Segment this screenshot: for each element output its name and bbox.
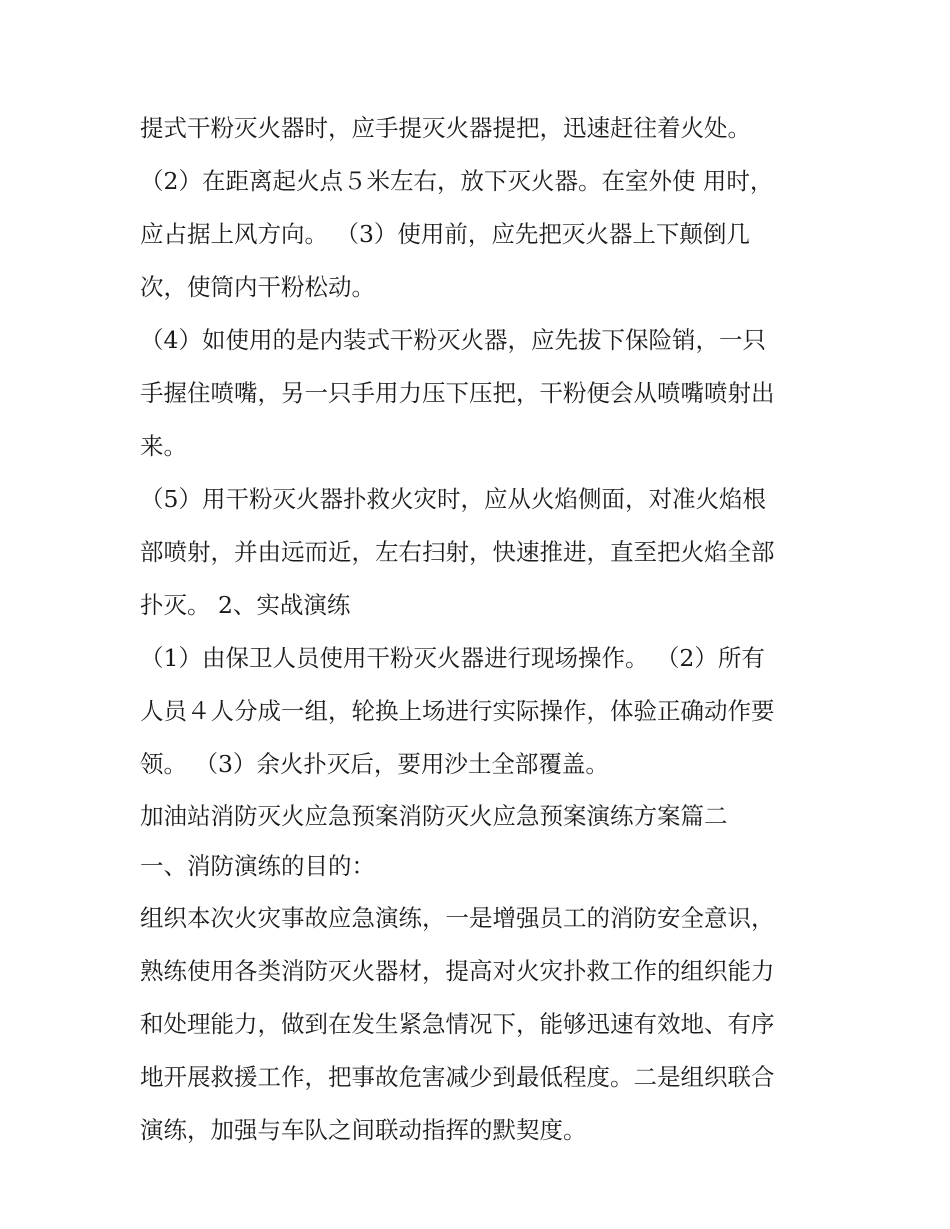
text-line-7: 来。 xyxy=(140,432,187,460)
text-line-8: （5）用干粉灭火器扑救火灾时，应从火焰侧面，对准火焰根 xyxy=(140,485,766,513)
section-heading: 加油站消防灭火应急预案消防灭火应急预案演练方案篇二 xyxy=(140,802,728,830)
text-line-4: 次，使筒内干粉松动。 xyxy=(140,273,375,301)
text-line-9: 部喷射，并由远而近，左右扫射，快速推进，直至把火焰全部 xyxy=(140,538,775,566)
text-line-12: 人员４人分成一组，轮换上场进行实际操作，体验正确动作要 xyxy=(140,697,775,725)
text-line-20: 演练，加强与车队之间联动指挥的默契度。 xyxy=(140,1116,587,1144)
text-line-17: 熟练使用各类消防灭火器材，提高对火灾扑救工作的组织能力 xyxy=(140,957,775,985)
subsection-heading: 一、消防演练的目的： xyxy=(140,852,375,880)
text-line-5: （4）如使用的是内装式干粉灭火器，应先拔下保险销，一只 xyxy=(140,326,766,354)
text-line-18: 和处理能力，做到在发生紧急情况下，能够迅速有效地、有序 xyxy=(140,1010,775,1038)
text-line-10: 扑灭。 2、实战演练 xyxy=(140,591,351,619)
text-line-13: 领。 （3）余火扑灭后，要用沙土全部覆盖。 xyxy=(140,750,609,778)
text-line-1: 提式干粉灭火器时，应手提灭火器提把，迅速赶往着火处。 xyxy=(140,114,751,142)
text-line-11: （1）由保卫人员使用干粉灭火器进行现场操作。 （2）所有 xyxy=(140,644,765,672)
text-line-16: 组织本次火灾事故应急演练，一是增强员工的消防安全意识， xyxy=(140,904,775,932)
text-line-6: 手握住喷嘴，另一只手用力压下压把，干粉便会从喷嘴喷射出 xyxy=(140,379,775,407)
text-line-19: 地开展救援工作，把事故危害减少到最低程度。二是组织联合 xyxy=(140,1063,775,1091)
text-line-3: 应占据上风方向。 （3）使用前，应先把灭火器上下颠倒几 xyxy=(140,220,750,248)
text-line-2: （2）在距离起火点５米左右，放下灭火器。在室外使 用时， xyxy=(140,167,774,195)
